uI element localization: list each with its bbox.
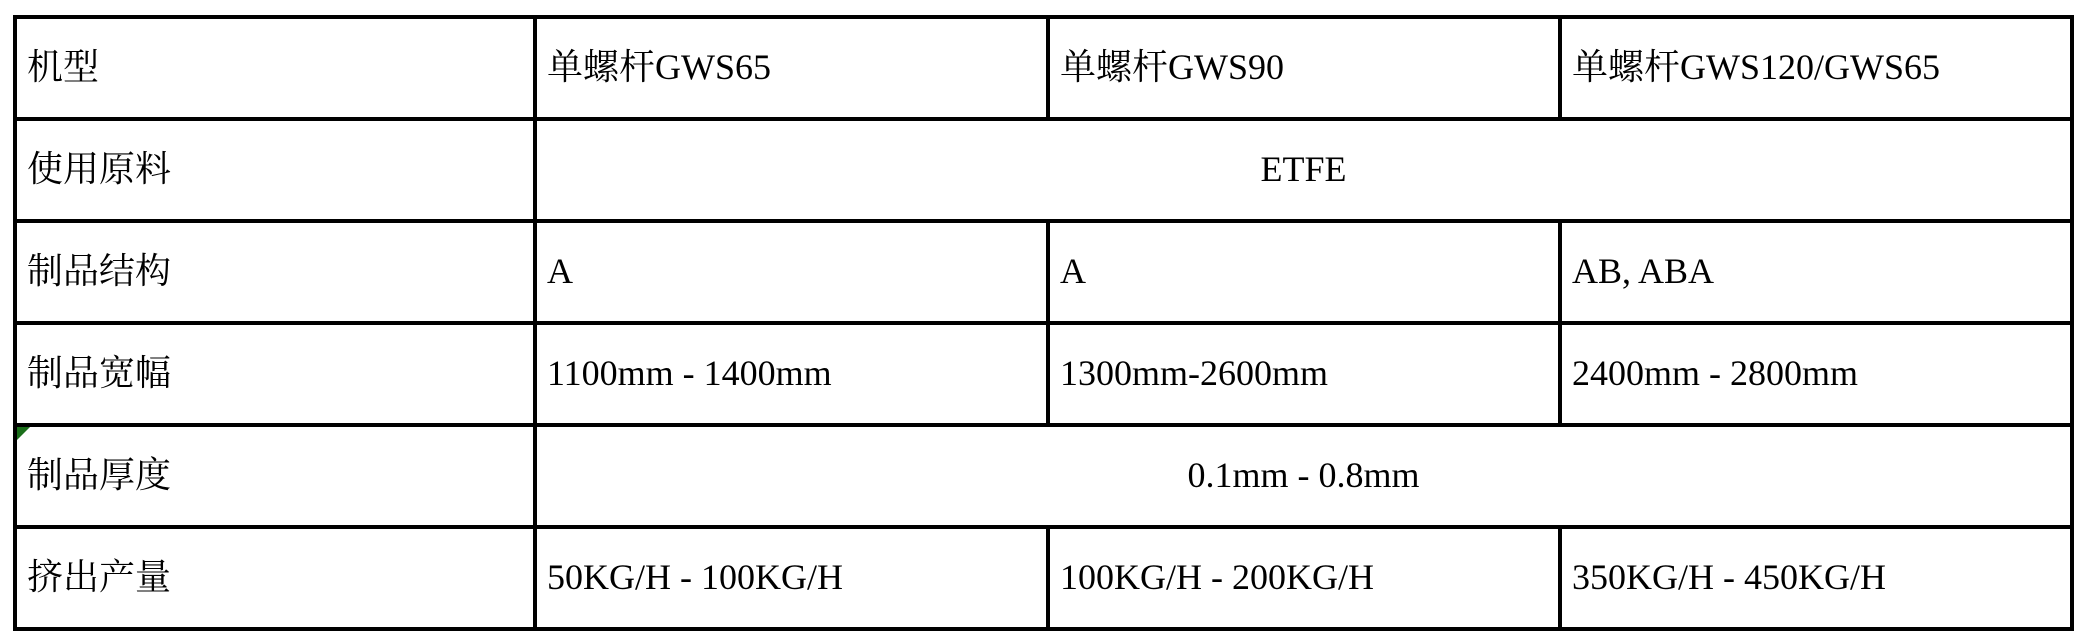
cell-product-width-col1: 1100mm - 1400mm [535, 323, 1048, 425]
cell-product-width-col2: 1300mm-2600mm [1048, 323, 1560, 425]
table-row-product-structure [15, 221, 2072, 323]
row-label-machine-type: 机型 [15, 17, 535, 119]
cell-product-thickness-merged: 0.1mm - 0.8mm [535, 425, 2072, 527]
row-label-product-structure: 制品结构 [15, 221, 535, 323]
cell-extrusion-output-col1: 50KG/H - 100KG/H [535, 527, 1048, 629]
cell-product-width-col3: 2400mm - 2800mm [1560, 323, 2072, 425]
table-row-product-thickness [15, 425, 2072, 527]
cell-corner-flag-triangle [17, 427, 30, 440]
cell-extrusion-output-col3: 350KG/H - 450KG/H [1560, 527, 2072, 629]
row-label-extrusion-output: 挤出产量 [15, 527, 535, 629]
cell-product-structure-col2: A [1048, 221, 1560, 323]
table-row-machine-type [15, 17, 2072, 119]
cell-product-structure-col3: AB, ABA [1560, 221, 2072, 323]
cell-machine-type-col1: 单螺杆GWS65 [535, 17, 1048, 119]
row-label-product-width: 制品宽幅 [15, 323, 535, 425]
table-row-extrusion-output [15, 527, 2072, 629]
cell-machine-type-col3: 单螺杆GWS120/GWS65 [1560, 17, 2072, 119]
cell-extrusion-output-col2: 100KG/H - 200KG/H [1048, 527, 1560, 629]
table-row-raw-material [15, 119, 2072, 221]
row-label-raw-material: 使用原料 [15, 119, 535, 221]
row-label-product-thickness-text: 制品厚度 [27, 455, 172, 496]
cell-machine-type-col2: 单螺杆GWS90 [1048, 17, 1560, 119]
spec-table [13, 15, 2074, 631]
row-label-product-thickness [15, 425, 535, 527]
cell-product-structure-col1: A [535, 221, 1048, 323]
table-row-product-width [15, 323, 2072, 425]
cell-raw-material-merged: ETFE [535, 119, 2072, 221]
